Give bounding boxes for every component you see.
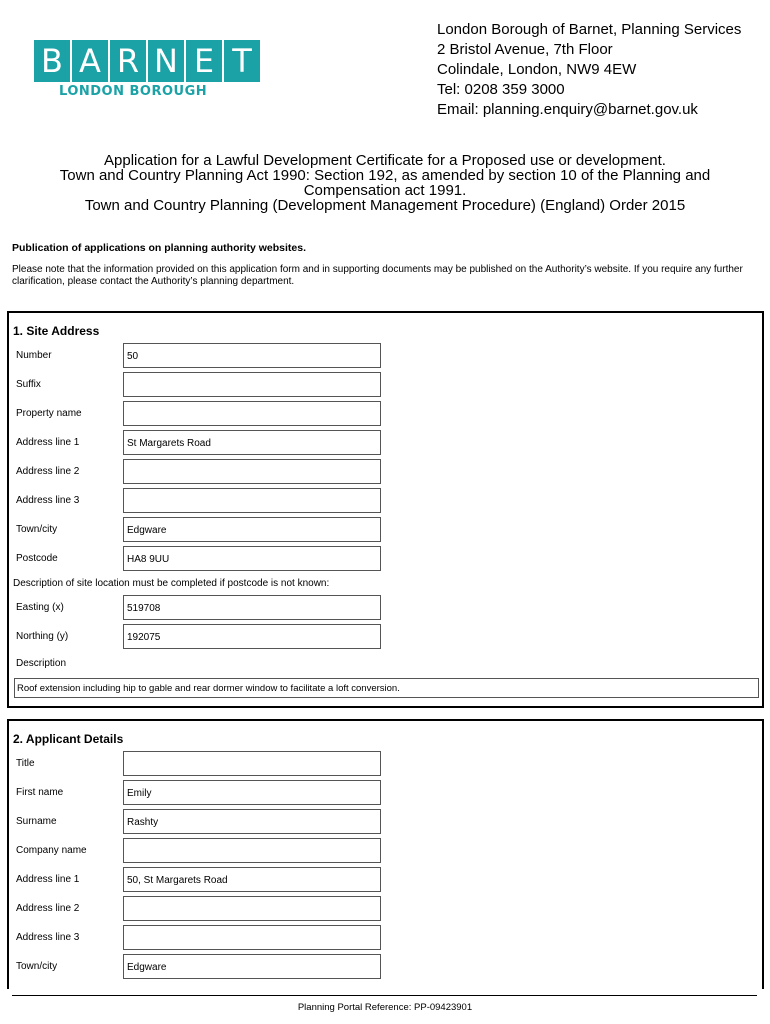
field-label: Company name xyxy=(16,845,87,856)
title-line: Town and Country Planning (Development Management Procedure) (England) Order 2015 xyxy=(84,197,686,214)
document-title xyxy=(0,153,770,213)
field-row xyxy=(9,780,762,805)
address-line-2-field[interactable] xyxy=(123,459,381,484)
address-line: 2 Bristol Avenue, 7th Floor xyxy=(437,41,613,58)
field-row xyxy=(9,401,762,426)
first-name-field[interactable]: Emily xyxy=(123,780,381,805)
field-row xyxy=(9,867,762,892)
address-line-2-field[interactable] xyxy=(123,896,381,921)
logo-letter: N xyxy=(148,40,184,82)
suffix-field[interactable] xyxy=(123,372,381,397)
field-label: Address line 2 xyxy=(16,466,80,477)
field-row xyxy=(9,751,762,776)
publication-note: Please note that the information provided on this application form and in supporting documents may be published on the Authority’s website. If you require any further clarification, please contact the Authority’s planning department. xyxy=(12,264,743,287)
company-name-field[interactable] xyxy=(123,838,381,863)
field-label: Title xyxy=(16,758,35,769)
field-label: Town/city xyxy=(16,524,58,535)
address-line-3-field[interactable] xyxy=(123,925,381,950)
address-email: Email: planning.enquiry@barnet.gov.uk xyxy=(437,101,698,118)
barnet-logo xyxy=(34,40,260,99)
field-row xyxy=(9,488,762,513)
field-label: Address line 1 xyxy=(16,437,80,448)
section-title: 2. Applicant Details xyxy=(13,732,124,746)
address-phone: Tel: 0208 359 3000 xyxy=(437,81,565,98)
field-label: Address line 3 xyxy=(16,932,80,943)
field-row xyxy=(9,517,762,542)
footer-divider xyxy=(12,995,757,996)
postcode-field[interactable]: HA8 9UU xyxy=(123,546,381,571)
site-address-section xyxy=(7,311,764,708)
field-label: Town/city xyxy=(16,961,58,972)
field-row xyxy=(9,372,762,397)
address-line: Colindale, London, NW9 4EW xyxy=(437,61,637,78)
address-line-3-field[interactable] xyxy=(123,488,381,513)
field-label: Suffix xyxy=(16,379,41,390)
title-field[interactable] xyxy=(123,751,381,776)
logo-letter: B xyxy=(34,40,70,82)
field-row xyxy=(9,838,762,863)
publication-heading: Publication of applications on planning authority websites. xyxy=(12,242,307,254)
logo-letter: T xyxy=(224,40,260,82)
title-line: Application for a Lawful Development Certificate for a Proposed use or development. xyxy=(104,152,666,169)
field-label: Address line 1 xyxy=(16,874,80,885)
property-name-field[interactable] xyxy=(123,401,381,426)
field-row xyxy=(9,459,762,484)
field-label: Easting (x) xyxy=(16,602,64,613)
title-line: Compensation act 1991. xyxy=(303,182,467,199)
address-line-1-field[interactable]: 50, St Margarets Road xyxy=(123,867,381,892)
field-row xyxy=(9,925,762,950)
logo-letter: A xyxy=(72,40,108,82)
town-city-field[interactable]: Edgware xyxy=(123,517,381,542)
field-row xyxy=(9,954,762,979)
field-label: Surname xyxy=(16,816,57,827)
field-row xyxy=(9,624,762,649)
applicant-details-section xyxy=(7,719,764,989)
logo-letters xyxy=(34,40,260,82)
description-label: Description xyxy=(16,658,67,669)
northing-field[interactable]: 192075 xyxy=(123,624,381,649)
logo-letter: R xyxy=(110,40,146,82)
field-label: Address line 3 xyxy=(16,495,80,506)
address-line: London Borough of Barnet, Planning Services xyxy=(437,21,742,38)
description-field[interactable]: Roof extension including hip to gable and rear dormer window to facilitate a loft conversion. xyxy=(14,678,759,698)
field-row xyxy=(9,546,762,571)
portal-reference: Planning Portal Reference: PP-09423901 xyxy=(297,1002,473,1013)
field-row xyxy=(9,595,762,620)
easting-field[interactable]: 519708 xyxy=(123,595,381,620)
town-city-field[interactable]: Edgware xyxy=(123,954,381,979)
logo-letter: E xyxy=(186,40,222,82)
council-address xyxy=(437,20,741,120)
field-label: Property name xyxy=(16,408,82,419)
field-label: Address line 2 xyxy=(16,903,80,914)
location-note: Description of site location must be completed if postcode is not known: xyxy=(13,578,330,589)
field-row xyxy=(9,430,762,455)
title-line: Town and Country Planning Act 1990: Section 192, as amended by section 10 of the Planning and xyxy=(59,167,711,184)
field-row xyxy=(9,896,762,921)
field-label: Northing (y) xyxy=(16,631,69,642)
surname-field[interactable]: Rashty xyxy=(123,809,381,834)
section-title: 1. Site Address xyxy=(13,324,100,338)
address-line-1-field[interactable]: St Margarets Road xyxy=(123,430,381,455)
number-field[interactable]: 50 xyxy=(123,343,381,368)
field-label: First name xyxy=(16,787,64,798)
field-label: Postcode xyxy=(16,553,58,564)
logo-subtitle: LONDON BOROUGH xyxy=(59,84,208,99)
field-label: Number xyxy=(16,350,52,361)
field-row xyxy=(9,343,762,368)
field-row xyxy=(9,809,762,834)
